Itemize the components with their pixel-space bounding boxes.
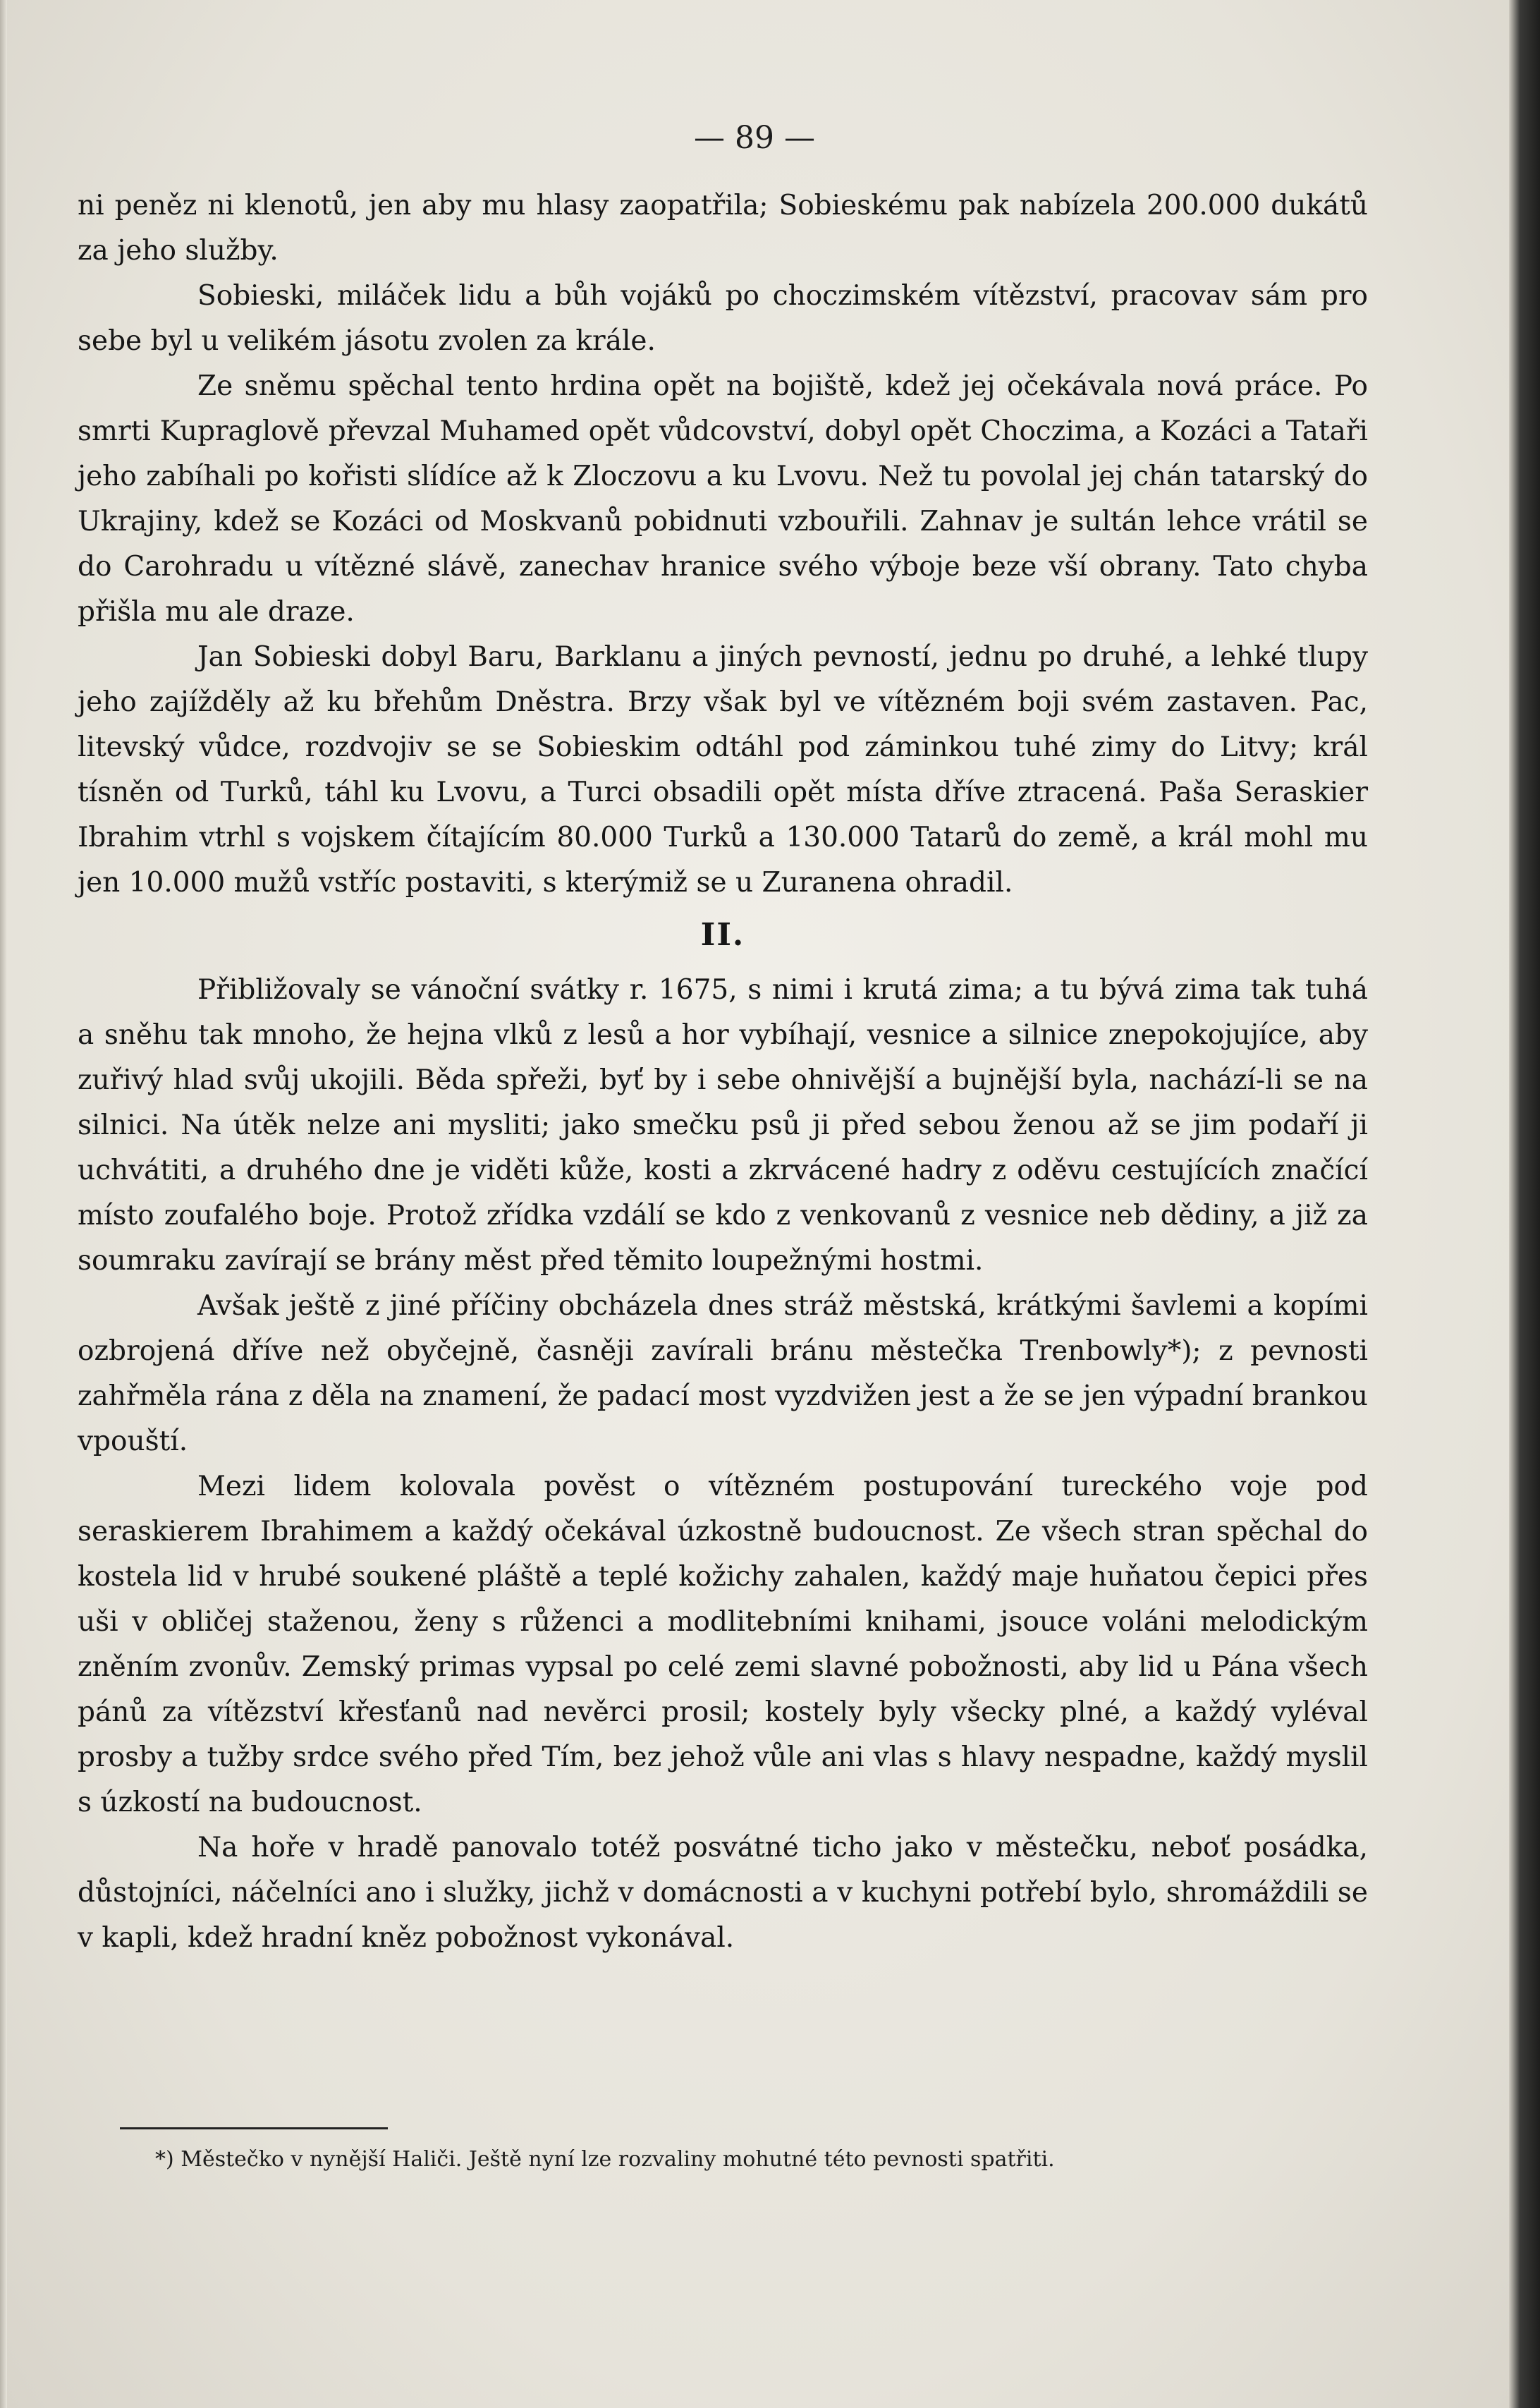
body-text bbox=[78, 183, 1368, 1961]
paragraph: Přibližovaly se vánoční svátky r. 1675, s nimi i krutá zima; a tu bývá zima tak tuhá a sněhu tak mnoho, že hejna vlků z lesů a hor vybíhají, vesnice a silnice znepokojujíce, aby zuřivý hlad svůj ukojili. Běda spřeži, byť by i sebe ohnivější a bujnější byla, nachází-li se na silnici. Na útěk nelze ani mysliti; jako smečku psů ji před sebou ženou až se jim podaří ji uchvátiti, a druhého dne je viděti kůže, kosti a zkrvácené hadry z oděvu cestujících značící místo zoufalého boje. Protož zřídka vzdálí se kdo z venkovanů z vesnice neb dědiny, a již za soumraku zavírají se brány měst před těmito loupežnými hostmi. bbox=[78, 974, 1368, 1277]
paragraph: ni peněz ni klenotů, jen aby mu hlasy zaopatřila; Sobieskému pak nabízela 200.000 dukátů za jeho služby. bbox=[78, 190, 1368, 267]
footnote-divider bbox=[120, 2127, 388, 2129]
paragraph: Jan Sobieski dobyl Baru, Barklanu a jiných pevností, jednu po druhé, a lehké tlupy jeho zajížděly až ku břehům Dněstra. Brzy však byl ve vítězném boji svém zastaven. Pac, litevský vůdce, rozdvojiv se se Sobieskim odtáhl pod záminkou tuhé zimy do Litvy; král tísněn od Turků, táhl ku Lvovu, a Turci obsadili opět místa dříve ztracená. Paša Seraskier Ibrahim vtrhl s vojskem čítajícím 80.000 Turků a 130.000 Tatarů do země, a král mohl mu jen 10.000 mužů vstříc postaviti, s kterýmiž se u Zuranena ohradil. bbox=[78, 641, 1368, 899]
paragraph: Sobieski, miláček lidu a bůh vojáků po choczimském vítězství, pracovav sám pro sebe byl u velikém jásotu zvolen za krále. bbox=[78, 280, 1368, 357]
paragraph: Mezi lidem kolovala pověst o vítězném postupování tureckého voje pod seraskierem Ibrahimem a každý očekával úzkostně budoucnost. Ze všech stran spěchal do kostela lid v hrubé soukené pláště a teplé kožichy zahalen, každý maje huňatou čepici přes uši v obličej staženou, ženy s růženci a modlitebními knihami, jsouce voláni melodickým zněním zvonův. Zemský primas vypsal po celé zemi slavné pobožnosti, aby lid u Pána všech pánů za vítězství křesťanů nad nevěrci prosil; kostely byly všecky plné, a každý vyléval prosby a tužby srdce svého před Tím, bez jehož vůle ani vlas s hlavy nespadne, každý myslil s úzkostí na budoucnost. bbox=[78, 1471, 1368, 1818]
section-heading: II. bbox=[700, 917, 745, 953]
page-binding-edge bbox=[1509, 0, 1540, 2408]
paragraph: Avšak ještě z jiné příčiny obcházela dnes stráž městská, krátkými šavlemi a kopími ozbrojená dříve než obyčejně, časněji zavírali bránu městečka Trenbowly*); z pevnosti zahřměla rána z děla na znamení, že padací most vyzdvižen jest a že se jen výpadní brankou vpouští. bbox=[78, 1290, 1368, 1457]
page-number: — 89 — bbox=[694, 120, 815, 156]
paragraph: Ze sněmu spěchal tento hrdina opět na bojiště, kdež jej očekávala nová práce. Po smrti Kupraglově převzal Muhamed opět vůdcovství, dobyl opět Choczima, a Kozáci a Tataři jeho zabíhali po kořisti slídíce až k Zloczovu a ku Lvovu. Než tu povolal jej chán tatarský do Ukrajiny, kdež se Kozáci od Moskvanů pobidnuti vzbouřili. Zahnav je sultán lehce vrátil se do Carohradu u vítězné slávě, zanechav hranice svého výboje beze vší obrany. Tato chyba přišla mu ale draze. bbox=[78, 370, 1368, 628]
footnote: *) Městečko v nynější Haliči. Ještě nyní lze rozvaliny mohutné této pevnosti spatřiti. bbox=[155, 2147, 1055, 2172]
page-left-shadow bbox=[0, 0, 7, 2408]
paragraph: Na hoře v hradě panovalo totéž posvátné ticho jako v městečku, neboť posádka, důstojníci, náčelníci ano i služky, jichž v domácnosti a v kuchyni potřebí bylo, shromáždili se v kapli, kdež hradní kněz pobožnost vykonával. bbox=[78, 1832, 1368, 1954]
